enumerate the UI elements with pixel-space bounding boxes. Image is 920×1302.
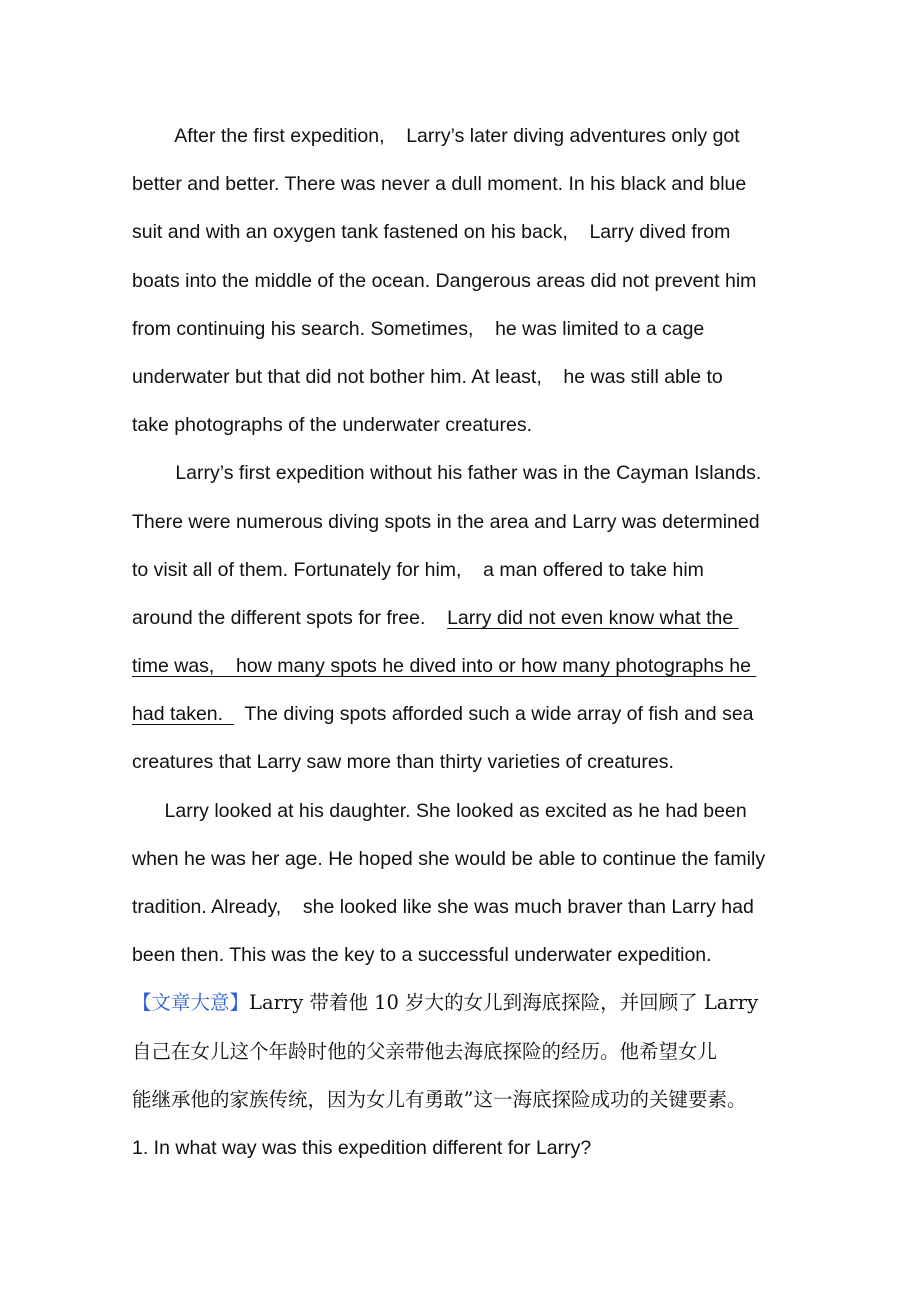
underlined-sentence: time was, how many spots he dived into or how many photographs he [132, 655, 757, 678]
summary-text: 能继承他的家族传统，因为女儿有勇敢”这一海底探险成功的关键要素。 [132, 1087, 747, 1111]
text-line: creatures that Larry saw more than thirty varieties of creatures. [132, 751, 674, 774]
underlined-sentence: Larry did not even know what the [447, 606, 739, 629]
text-line [132, 690, 822, 738]
text-line: been then. This was the key to a successful underwater expedition. [132, 944, 712, 967]
plain-text: around the different spots for free. [132, 606, 448, 629]
text-line: better and better. There was never a dull moment. In his black and blue [132, 173, 747, 196]
text-line: There were numerous diving spots in the area and Larry was determined [132, 510, 760, 533]
text-line [132, 979, 822, 1027]
article-text [132, 112, 822, 1172]
underlined-sentence: had taken. [132, 703, 234, 726]
summary-text: 自己在女儿这个年龄时他的父亲带他去海底探险的经历。他希望女儿 [132, 1039, 718, 1063]
paragraph-3 [132, 787, 822, 980]
text-line: when he was her age. He hoped she would be able to continue the family [132, 847, 766, 870]
text-line: to visit all of them. Fortunately for him, a man offered to take him [132, 558, 704, 581]
summary-text: Larry 带着他 10 岁大的女儿到海底探险，并回顾了 Larry [249, 991, 759, 1015]
summary-section [132, 979, 822, 1124]
text-line: from continuing his search. Sometimes, he was limited to a cage [132, 317, 705, 340]
plain-text: The diving spots afforded such a wide array of fish and sea [233, 703, 754, 726]
text-line: take photographs of the underwater creatures. [132, 414, 532, 437]
question-1: 1. In what way was this expedition different for Larry? [132, 1136, 592, 1159]
text-line: Larry looked at his daughter. She looked as excited as he had been [132, 799, 747, 822]
text-line: Larry’s first expedition without his father was in the Cayman Islands. [132, 462, 762, 485]
text-line: suit and with an oxygen tank fastened on his back, Larry dived from [132, 221, 731, 244]
text-line [132, 594, 822, 642]
text-line: boats into the middle of the ocean. Dangerous areas did not prevent him [132, 269, 757, 292]
paragraph-2 [132, 449, 822, 786]
paragraph-1 [132, 112, 822, 449]
text-line: After the first expedition, Larry’s later diving adventures only got [132, 125, 740, 147]
summary-label: 【文章大意】 [132, 991, 250, 1015]
text-line: underwater but that did not bother him. At least, he was still able to [132, 365, 723, 388]
text-line [132, 642, 822, 690]
text-line: tradition. Already, she looked like she was much braver than Larry had [132, 896, 754, 918]
